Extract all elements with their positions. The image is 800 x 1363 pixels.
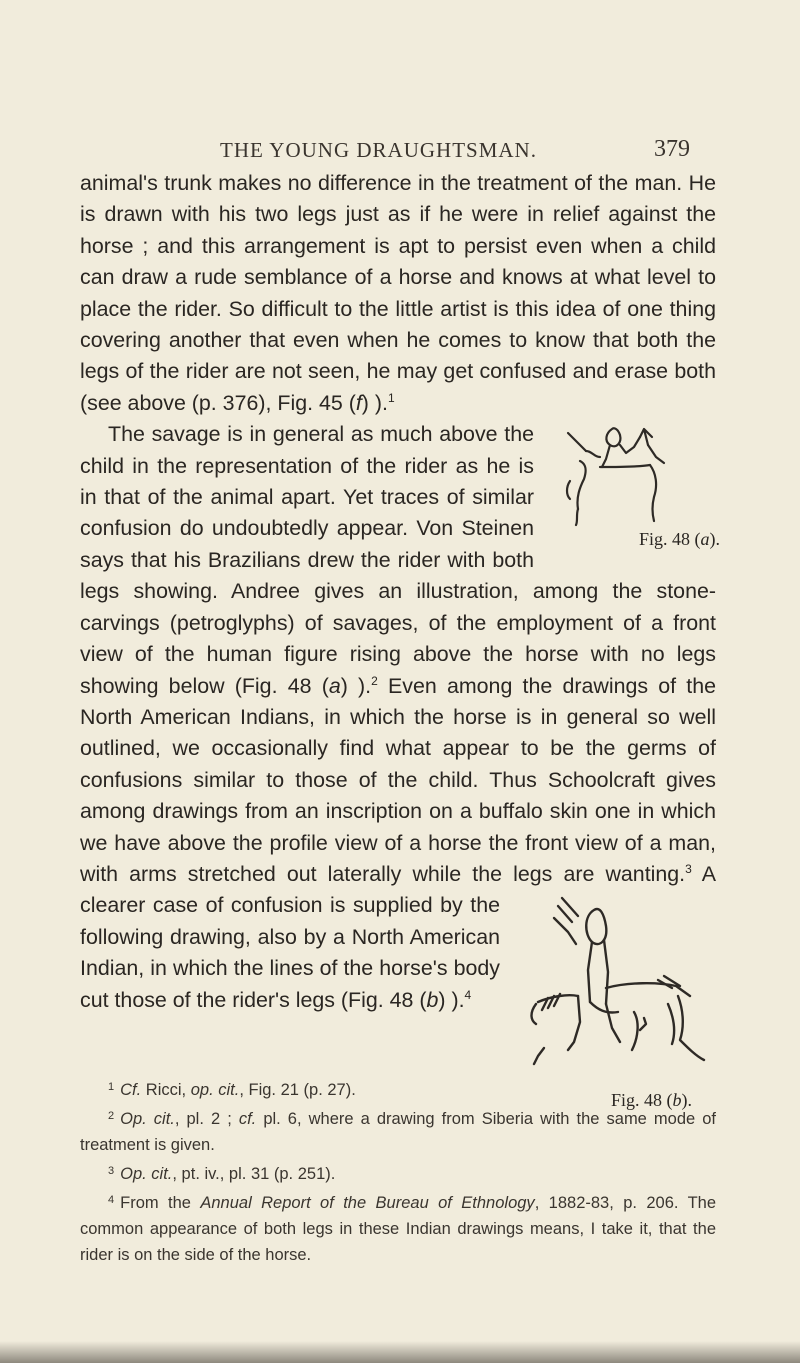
fig-ref-close: ) ).: [438, 987, 465, 1012]
footnote-cf: Cf.: [120, 1081, 142, 1099]
fig-ref-letter: f: [355, 390, 362, 415]
caption-suffix: ).: [681, 1090, 692, 1111]
rider-head: [606, 429, 620, 447]
footnote-3: [80, 1158, 716, 1187]
footnote-4: [80, 1187, 716, 1268]
rider-leg-left: [568, 996, 580, 1050]
paragraph-2-text-b: Even among the drawings of the North American Indians, in which the horse is in general so well outlined, we occasionally find what appear to be the germs of confusions similar to those of the child. Thus Schoolcraft gives among drawings from an inscription on a buffalo skin one in which we have above the profile view of a horse the front view of a man, with arms stretched out laterally while the legs are wanting.: [80, 673, 717, 886]
footnote-mark: 2: [108, 1110, 115, 1122]
rider-head: [586, 909, 606, 944]
paragraph-1: [80, 168, 716, 419]
footnote-1: [80, 1074, 716, 1103]
paragraph-2-text-a: The savage is in general as much above the child in the representation of the rider as he is in that of the animal apart. Yet traces of similar confusion do undoubtedly appear. Von Steinen says that his Brazilians drew the rider with both legs showing. Andree gives an illustration, among the stone-carvings (petroglyphs) of savages, of the employment of a front view of the human figure rising above the horse with no legs showing below (Fig. 48 (: [80, 422, 716, 698]
footnote-2: [80, 1103, 716, 1158]
footnotes: [80, 1074, 716, 1268]
footnote-text: pl. 6, where a drawing from Siberia with the same mode of treatment is given.: [80, 1110, 716, 1154]
horse-back-leg: [650, 465, 656, 521]
figure-48a: [540, 423, 720, 549]
paragraph-1-text: animal's trunk makes no difference in the treatment of the man. He is drawn with his two legs just as if he were in relief against the horse ; and this arrangement is apt to persist even when a child can draw a rude semblance of a horse and knows at what level to place the rider. So difficult to the little artist is this idea of one thing covering another that even when he comes to know that both the legs of the rider are not seen, he may get confused and erase both (see above (p. 376), Fig. 45 (: [80, 171, 716, 415]
fig-ref-letter: b: [426, 987, 439, 1012]
page-number: 379: [654, 136, 690, 162]
page-header: [150, 138, 690, 168]
footnote-ref: 3: [685, 861, 692, 876]
caption-prefix: Fig. 48 (: [610, 1090, 673, 1111]
footnote-ref: 2: [371, 673, 378, 688]
body-text: [80, 168, 720, 1111]
footnote-opcit: Op. cit.: [120, 1165, 173, 1183]
footnote-text: , pt. iv., pl. 31 (p. 251).: [172, 1165, 336, 1183]
rider-leg-right: [606, 1004, 620, 1042]
running-title: THE YOUNG DRAUGHTSMAN.: [220, 138, 537, 162]
fig-ref-close: ) ).: [340, 673, 372, 698]
footnote-mark: 1: [108, 1081, 115, 1093]
paragraph-2-text-c: A clearer case of confusion is supplied by the following drawing, also by a North American Indian, in which the lines of the horse's body cut those of the rider's legs (Fig. 48 (: [80, 861, 716, 1012]
page-bottom-shadow: [0, 1341, 800, 1363]
footnote-ref: 1: [387, 390, 395, 405]
horse-front-leg: [577, 461, 585, 509]
footnote-cf: cf.: [238, 1110, 257, 1128]
footnote-text: , 1882-83, p. 206. The common appearance of both legs in these Indian drawings means, I take it, that the rider is on the side of the horse.: [80, 1194, 716, 1264]
footnote-mark: 4: [108, 1194, 115, 1206]
footnote-mark: 3: [108, 1165, 115, 1177]
footnote-opcit: Op. cit.: [120, 1110, 175, 1128]
caption-prefix: Fig. 48 (: [638, 529, 701, 550]
fig-ref-letter: a: [328, 673, 341, 698]
footnote-text: From the: [120, 1194, 201, 1212]
footnote-title: Annual Report of the Bureau of Ethnology: [200, 1194, 535, 1212]
footnote-ref: 4: [464, 987, 472, 1002]
footnote-text: , pl. 2 ;: [174, 1110, 239, 1128]
caption-letter: a: [700, 529, 710, 550]
horse-neck-line: [568, 433, 586, 451]
fig-ref-close: ) ).: [361, 390, 388, 415]
footnote-text: , Fig. 21 (p. 27).: [239, 1081, 356, 1099]
footnote-text: Ricci,: [141, 1081, 191, 1099]
caption-letter: b: [672, 1090, 682, 1111]
caption-suffix: ).: [709, 529, 720, 550]
figure-48a-caption: [611, 529, 720, 549]
footnote-opcit: op. cit.: [190, 1081, 240, 1099]
